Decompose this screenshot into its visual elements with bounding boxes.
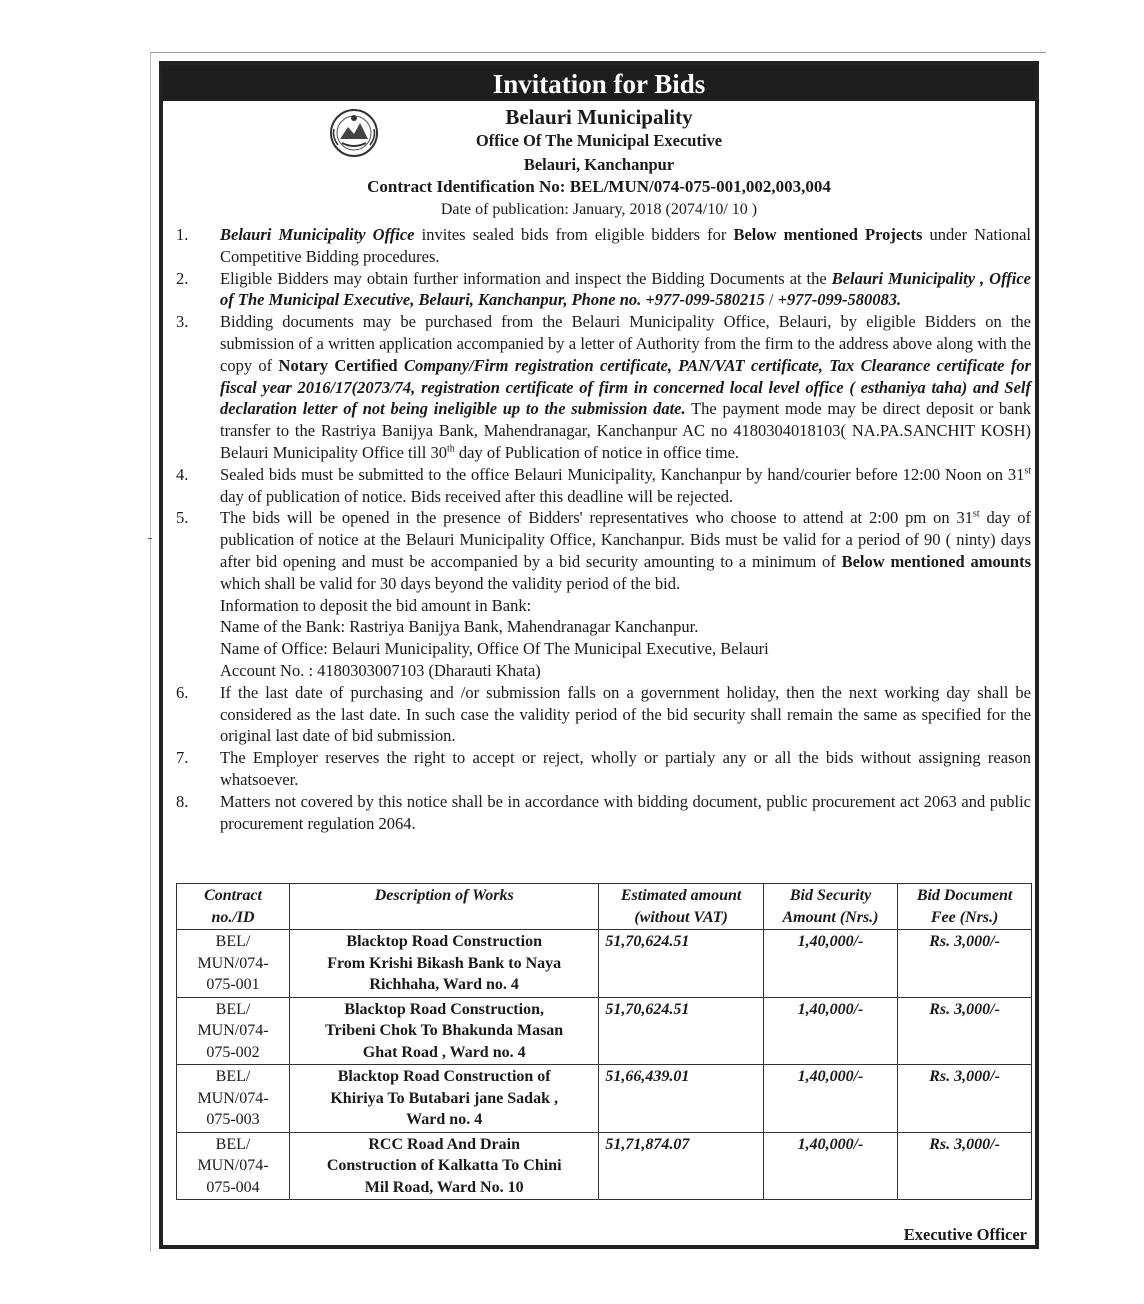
header-bid-security: Bid Security Amount (Nrs.)	[763, 884, 897, 930]
notice-title: Invitation for Bids	[163, 65, 1035, 101]
table-row	[177, 997, 1032, 1065]
bid-security-cell: 1,40,000/-	[763, 1065, 897, 1133]
table-row	[177, 930, 1032, 998]
header-contract-id: Contract no./ID	[177, 884, 290, 930]
list-item: 5. The bids will be opened in the presence of Bidders' representatives who choose to attend at 2:00 pm on 31st day of publication of notice at the Belauri Municipality Office, Kanchanpur. Bids must be valid for a period of 90 ( ninty) days after bid opening and must be accompanied by a bid security amounting to a minimum of Below mentioned amounts which shall be valid for 30 days beyond the validity period of the bid. Information to deposit the bid amount in Bank: Name of the Bank: Rastriya Banijya Bank, Mahendranagar Kanchanpur. Name of Office: Belauri Municipality, Office Of The Municipal Executive, Belauri Account No. : 4180303007103 (Dharauti Khata)	[176, 508, 1032, 680]
description-cell: Blacktop Road Construction, Tribeni Chok To Bhakunda Masan Ghat Road , Ward no. 4	[290, 997, 599, 1065]
list-item: 4. Sealed bids must be submitted to the office Belauri Municipality, Kanchanpur by hand/courier before 12:00 Noon on 31st day of publication of notice. Bids received after this deadline will be rejected.	[176, 464, 1031, 506]
description-cell: RCC Road And Drain Construction of Kalkatta To Chini Mil Road, Ward No. 10	[290, 1132, 599, 1200]
item-number: 5.	[176, 508, 189, 528]
contract-id-cell: BEL/ MUN/074- 075-002	[177, 997, 290, 1065]
organization-name: Belauri Municipality	[505, 105, 693, 129]
notice-items	[163, 224, 1035, 834]
bank-name: Name of the Bank: Rastriya Banijya Bank, Mahendranagar Kanchanpur.	[220, 617, 699, 637]
item-number: 1.	[176, 225, 189, 244]
office-location: Belauri, Kanchanpur	[523, 155, 675, 174]
crop-mark-top	[150, 52, 1046, 53]
item-number: 3.	[176, 312, 189, 332]
estimated-amount-cell: 51,66,439.01	[599, 1065, 763, 1133]
list-item: 7. The Employer reserves the right to accept or reject, wholly or partialy any or all the bids without assigning reason whatsoever.	[176, 748, 1031, 789]
bank-info-heading: Information to deposit the bid amount in Bank:	[220, 595, 532, 615]
list-item: 1. Belauri Municipality Office invites sealed bids from eligible bidders for Below mentioned Projects under National Competitive Bidding procedures.	[176, 225, 1031, 266]
bid-security-cell: 1,40,000/-	[763, 1132, 897, 1200]
list-item: 8. Matters not covered by this notice shall be in accordance with bidding document, public procurement act 2063 and public procurement regulation 2064.	[176, 791, 1031, 833]
header-description: Description of Works	[290, 884, 599, 930]
list-item: 2. Eligible Bidders may obtain further information and inspect the Bidding Documents at the Belauri Municipality , Office of The Municipal Executive, Belauri, Kanchanpur, Phone no. +977-099-580215 / +977-099-580083.	[176, 268, 1031, 310]
table-row	[177, 1065, 1032, 1133]
document-fee-cell: Rs. 3,000/-	[898, 997, 1032, 1065]
publication-date: Date of publication: January, 2018 (2074/10/ 10 )	[440, 201, 758, 218]
list-item: 3. Bidding documents may be purchased from the Belauri Municipality Office, Belauri, by eligible Bidders on the submission of a written application accompanied by a letter of Authority from the firm to the address above along with the copy of Notary Certified Company/Firm registration certificate, PAN/VAT certificate, Tax Clearance certificate for fiscal year 2016/17(2073/74, registration certificate of firm in concerned local level office ( esthaniya taha) and Self declaration letter of not being ineligible up to the submission date. The payment mode may be direct deposit or bank transfer to the Rastriya Banijya Bank, Mahendranagar, Kanchanpur AC no 4180304018103( NA.PA.SANCHIT KOSH) Belauri Municipality Office till 30th day of Publication of notice in office time.	[176, 312, 1031, 462]
document-fee-cell: Rs. 3,000/-	[898, 930, 1032, 998]
estimated-amount-cell: 51,70,624.51	[599, 930, 763, 998]
crop-mark-left	[150, 52, 151, 1252]
contract-id-cell: BEL/ MUN/074- 075-001	[177, 930, 290, 998]
table-header-row	[177, 884, 1032, 930]
list-item: 6. If the last date of purchasing and /or submission falls on a government holiday, then the next working day shall be considered as the last date. In such case the validity period of the bid security shall remain the same as specified for the original last date of bid submission.	[176, 682, 1031, 746]
description-cell: Blacktop Road Construction of Khiriya To Butabari jane Sadak , Ward no. 4	[290, 1065, 599, 1133]
document-fee-cell: Rs. 3,000/-	[898, 1132, 1032, 1200]
description-cell: Blacktop Road Construction From Krishi Bikash Bank to Naya Richhaha, Ward no. 4	[290, 930, 599, 998]
item-number: 8.	[176, 791, 189, 811]
bid-security-cell: 1,40,000/-	[763, 930, 897, 998]
office-name: Office Of The Municipal Executive	[475, 131, 723, 150]
estimated-amount-cell: 51,70,624.51	[599, 997, 763, 1065]
contract-id-cell: BEL/ MUN/074- 075-004	[177, 1132, 290, 1200]
document-fee-cell: Rs. 3,000/-	[898, 1065, 1032, 1133]
header-document-fee: Bid Document Fee (Nrs.)	[898, 884, 1032, 930]
bank-office-name: Name of Office: Belauri Municipality, Office Of The Municipal Executive, Belauri	[220, 639, 769, 659]
item-number: 4.	[176, 464, 189, 484]
table-row	[177, 1132, 1032, 1200]
contract-id-cell: BEL/ MUN/074- 075-003	[177, 1065, 290, 1133]
header-estimated-amount: Estimated amount (without VAT)	[599, 884, 763, 930]
crop-mark-tick	[148, 538, 152, 539]
notice-frame	[159, 61, 1039, 1249]
estimated-amount-cell: 51,71,874.07	[599, 1132, 763, 1200]
item-number: 2.	[176, 268, 189, 288]
contract-identification: Contract Identification No: BEL/MUN/074-075-001,002,003,004	[367, 177, 831, 196]
contracts-table	[176, 883, 1032, 1200]
signature-title: Executive Officer	[903, 1225, 1027, 1244]
item-number: 7.	[176, 748, 189, 768]
item-number: 6.	[176, 682, 189, 702]
bank-account-number: Account No. : 4180303007103 (Dharauti Khata)	[220, 660, 541, 680]
bid-security-cell: 1,40,000/-	[763, 997, 897, 1065]
